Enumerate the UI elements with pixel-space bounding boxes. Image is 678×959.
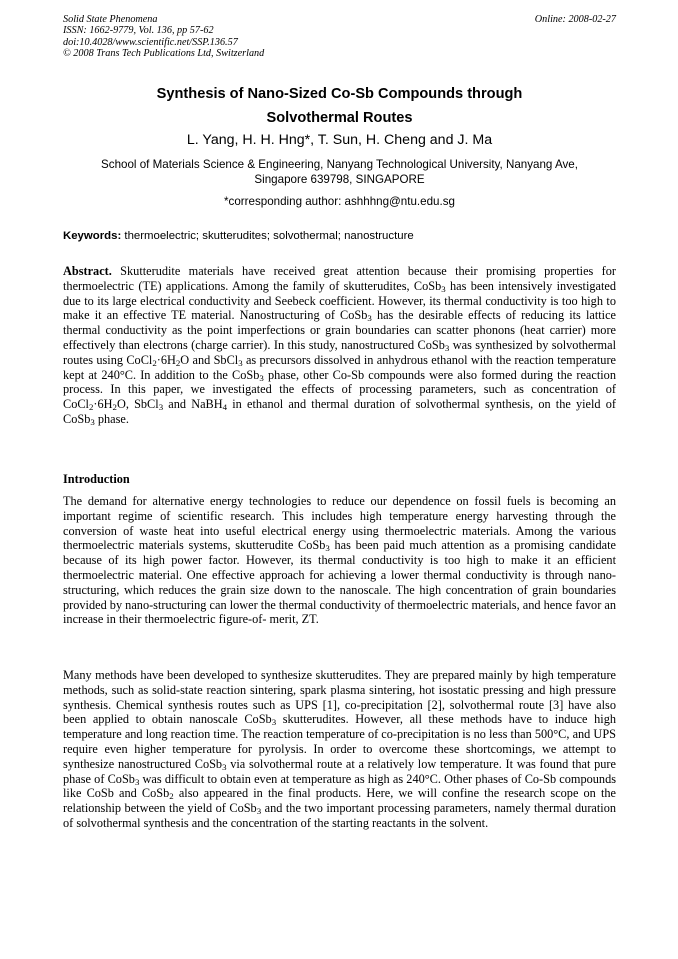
affiliation <box>63 157 616 187</box>
doi-line: doi:10.4028/www.scientific.net/SSP.136.57 <box>63 36 238 48</box>
subscript: 2 <box>88 402 94 413</box>
title-line-2: Solvothermal Routes <box>266 110 413 126</box>
abstract-body: Skutterudite materials have received great attention because their promising properties for thermoelectric (TE) applications. Among the family of skutterudites, CoSb$_3$ has been intensively investigated due to its large electrical conductivity and Seebeck coefficient. However, its thermal conductivity is too high to make it an effective TE material. Nanostructuring of CoSb$_3$ has the desirable effects of reducing its lattice thermal conductivity as the point imperfections or grain boundaries can scatter phonons (heat carrier) more effectively than electrons (charge carrier). In this study, nanostructured CoSb$_3$ was synthesized by solvothermal routes using $CoCl_2\cdot 6H_2O$ and SbCl$_3$ as precursors dissolved in anhydrous ethanol with the reaction temperature kept at 240°C. In addition to the CoSb$_3$ phase, other Co-Sb compounds were also formed during the reaction process. In this paper, we investigated the effects of processing parameters, such as concentration of $CoCl_2\cdot 6H_2O$, SbCl$_3$ and NaBH$_4$ in ethanol and thermal duration of solvothermal synthesis, on the yield of CoSb$_3$ phase. <box>63 264 617 428</box>
subscript: 2 <box>152 357 157 368</box>
abstract-label: Abstract. <box>63 264 112 278</box>
introduction-paragraph-1: The demand for alternative energy technologies to reduce our dependence on fossil fuels is becoming an important regime of scientific research. This includes high temperature energy harvesting through the conversion of waste heat into useful electrical energy using thermoelectric materials. Among the various thermoelectric materials systems, skutterudite CoSb$_3$ has been paid much attention as a promising candidate because of its high power factor. However, its thermal conductivity is too high to make it an efficient thermoelectric material. One effective approach for achieving a lower thermal conductivity is through nano-structuring, which reduces the grain size down to the nanoscale. The high concentration of grain boundaries provided by nano-structuring can lower the thermal conductivity of thermoelectric materials, and hence favor an increase in their thermoelectric figure-of- merit, ZT. <box>63 494 616 627</box>
copyright-line: © 2008 Trans Tech Publications Ltd, Switzerland <box>63 48 265 60</box>
subscript: 3 <box>238 357 243 368</box>
keywords <box>63 229 616 244</box>
keywords-label: Keywords: <box>63 230 122 242</box>
subscript: 3 <box>259 372 264 383</box>
subscript: 3 <box>158 402 164 413</box>
author-list: L. Yang, H. H. Hng*, T. Sun, H. Cheng and J. Ma <box>186 132 493 148</box>
affiliation-line-1: School of Materials Science & Engineering, Nanyang Technological University, Nanyang Ave, <box>101 158 578 171</box>
subscript: 3 <box>90 417 95 428</box>
corresponding-author: *corresponding author: ashhhng@ntu.edu.sg <box>224 195 455 208</box>
introduction-heading: Introduction <box>63 472 130 486</box>
paper-title <box>63 82 616 130</box>
subscript: 2 <box>169 791 174 802</box>
subscript: 3 <box>367 313 372 324</box>
affiliation-line-2: Singapore 639798, SINGAPORE <box>254 173 425 186</box>
abstract <box>63 264 616 427</box>
introduction-paragraph-2: Many methods have been developed to synthesize skutterudites. They are prepared mainly by high temperature methods, such as solid-state reaction sintering, spark plasma sintering, hot isostatic pressing and high pressure synthesis. Chemical synthesis routes such as UPS [1], co-precipitation [2], solvothermal route [3] have also been applied to obtain nanoscale CoSb$_3$ skutterudites. However, all these methods have to induce high temperature and long reaction time. The reaction temperature of co-precipitation is no less than 500°C, and UPS require even higher temperature for pyrolysis. In order to overcome these shortcomings, we attempt to synthesize nanostructured CoSb$_3$ via solvothermal route at a relatively low temperature. It was found that pure phase of CoSb$_3$ was difficult to obtain even at temperature as high as 240°C. Other phases of Co-Sb compounds like CoSb and CoSb$_2$ also appeared in the final products. Here, we will confine the research scope on the relationship between the yield of CoSb$_3$ and the two important processing parameters, namely thermal duration of solvothermal synthesis and the concentration of the starting reactants in the solvent. <box>63 668 617 830</box>
subscript: 3 <box>325 543 330 554</box>
subscript: 3 <box>134 776 140 787</box>
subscript: 2 <box>175 357 181 368</box>
keywords-text: thermoelectric; skutterudites; solvothermal; nanostructure <box>121 230 414 242</box>
subscript: 2 <box>112 402 117 413</box>
journal-name: Solid State Phenomena <box>63 14 158 25</box>
online-date: Online: 2008-02-27 <box>534 14 616 25</box>
subscript: 3 <box>271 717 277 728</box>
subscript: 3 <box>444 343 450 354</box>
subscript: 4 <box>222 402 228 413</box>
journal-header <box>63 14 616 60</box>
title-line-1: Synthesis of Nano-Sized Co-Sb Compounds through <box>156 86 523 102</box>
subscript: 3 <box>256 806 262 817</box>
issn-line: ISSN: 1662-9779, Vol. 136, pp 57-62 <box>63 25 214 37</box>
subscript: 3 <box>222 761 227 772</box>
subscript: 3 <box>441 284 446 294</box>
